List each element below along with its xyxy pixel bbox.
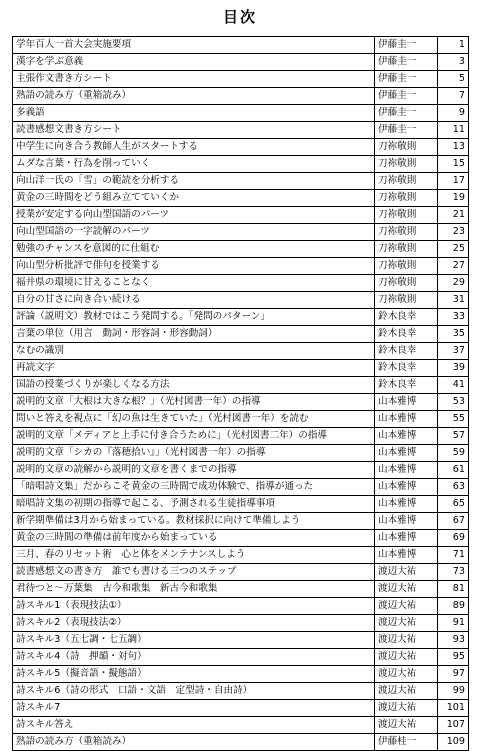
toc-row [13,105,469,122]
toc-row [13,717,469,734]
toc-row [13,394,469,411]
toc-entry-page: 73 [438,564,469,581]
toc-entry-page: 17 [438,173,469,190]
toc-entry-author: 渡辺大祐 [375,683,438,700]
toc-row [13,445,469,462]
toc-entry-page: 61 [438,462,469,479]
toc-entry-page: 101 [438,700,469,717]
toc-entry-title: 君待つと～万葉集 古今和歌集 新古今和歌集 [13,581,375,598]
toc-row [13,241,469,258]
toc-row [13,292,469,309]
toc-entry-author: 渡辺大祐 [375,700,438,717]
toc-entry-page: 109 [438,734,469,751]
toc-entry-author: 刀祢敬則 [375,190,438,207]
toc-row [13,683,469,700]
toc-entry-title: 国語の授業づくりが楽しくなる方法 [13,377,375,394]
toc-row [13,309,469,326]
toc-entry-page: 19 [438,190,469,207]
toc-entry-page: 35 [438,326,469,343]
toc-entry-title: 福井県の環境に甘えることなく [13,275,375,292]
toc-entry-author: 刀祢敬則 [375,275,438,292]
toc-entry-page: 5 [438,71,469,88]
toc-body [13,37,469,751]
toc-entry-page: 7 [438,88,469,105]
toc-entry-author: 刀祢敬則 [375,207,438,224]
toc-entry-author: 伊藤圭一 [375,88,438,105]
toc-row [13,632,469,649]
toc-entry-page: 91 [438,615,469,632]
toc-entry-author: 渡辺大祐 [375,649,438,666]
toc-entry-title: 主張作文書き方シート [13,71,375,88]
toc-entry-author: 山本雅博 [375,428,438,445]
toc-row [13,547,469,564]
toc-entry-title: 詩スキル答え [13,717,375,734]
toc-entry-author: 刀祢敬則 [375,292,438,309]
toc-entry-page: 33 [438,309,469,326]
toc-entry-page: 37 [438,343,469,360]
toc-entry-title: 「暗唱詩文集」だからこそ黄金の三時間で成功体験で、指導が通った [13,479,375,496]
toc-row [13,173,469,190]
toc-entry-title: なむの識別 [13,343,375,360]
toc-entry-title: 詩スキル2（表現技法②） [13,615,375,632]
toc-entry-author: 渡辺大祐 [375,717,438,734]
toc-entry-page: 29 [438,275,469,292]
page-title: 目次 [222,8,257,26]
toc-entry-title: 授業が安定する向山型国語のパーツ [13,207,375,224]
toc-row [13,479,469,496]
toc-entry-title: 説明的文章「シカの『落穂拾い』」（光村図書一年）の指導 [13,445,375,462]
toc-entry-author: 伊藤圭一 [375,122,438,139]
toc-entry-title: 再読文字 [13,360,375,377]
toc-entry-title: 詩スキル6（詩の形式 口語・文語 定型詩・自由詩） [13,683,375,700]
toc-row [13,37,469,54]
toc-entry-page: 59 [438,445,469,462]
toc-entry-page: 11 [438,122,469,139]
toc-row [13,598,469,615]
toc-entry-author: 刀祢敬則 [375,258,438,275]
toc-entry-author: 山本雅博 [375,530,438,547]
toc-entry-author: 刀祢敬則 [375,241,438,258]
toc-entry-page: 9 [438,105,469,122]
toc-entry-author: 鈴木良幸 [375,360,438,377]
toc-entry-title: 評論（説明文）教材ではこう発問する。「発問のパターン」 [13,309,375,326]
toc-entry-title: 詩スキル7 [13,700,375,717]
toc-row [13,734,469,751]
toc-entry-title: 読書感想文書き方シート [13,122,375,139]
toc-entry-page: 63 [438,479,469,496]
toc-entry-author: 鈴木良幸 [375,343,438,360]
toc-row [13,666,469,683]
toc-entry-title: 向山型国語の一字読解のパーツ [13,224,375,241]
toc-row [13,530,469,547]
toc-entry-page: 41 [438,377,469,394]
toc-entry-author: 伊藤圭一 [375,37,438,54]
toc-entry-page: 25 [438,241,469,258]
toc-entry-author: 鈴木良幸 [375,377,438,394]
toc-entry-title: 向山型分析批評で俳句を授業する [13,258,375,275]
toc-entry-page: 21 [438,207,469,224]
toc-entry-author: 刀祢敬則 [375,156,438,173]
toc-row [13,615,469,632]
toc-entry-title: 自分の甘さに向き合い続ける [13,292,375,309]
toc-row [13,462,469,479]
toc-row [13,139,469,156]
toc-entry-page: 99 [438,683,469,700]
toc-entry-title: 熟語の読み方（重箱読み） [13,88,375,105]
toc-entry-title: ムダな言葉・行為を削っていく [13,156,375,173]
toc-row [13,54,469,71]
toc-row [13,275,469,292]
toc-entry-author: 渡辺大祐 [375,666,438,683]
toc-row [13,156,469,173]
toc-entry-title: 暗唱詩文集の初期の指導で起こる、予測される生徒指導事項 [13,496,375,513]
toc-entry-author: 山本雅博 [375,411,438,428]
toc-entry-title: 読書感想文の書き方 誰でも書ける三つのステップ [13,564,375,581]
toc-row [13,564,469,581]
toc-row [13,224,469,241]
toc-row [13,258,469,275]
toc-row [13,71,469,88]
toc-entry-page: 31 [438,292,469,309]
toc-entry-page: 27 [438,258,469,275]
toc-entry-page: 97 [438,666,469,683]
toc-entry-title: 黄金の三時間の準備は前年度から始まっている [13,530,375,547]
toc-entry-title: 学年百人一首大会実施要項 [13,37,375,54]
toc-row [13,88,469,105]
toc-entry-page: 95 [438,649,469,666]
toc-entry-author: 渡辺大祐 [375,564,438,581]
toc-row [13,122,469,139]
toc-entry-author: 渡辺大祐 [375,632,438,649]
toc-row [13,513,469,530]
toc-row [13,428,469,445]
toc-entry-title: 言葉の単位（用言 動詞・形容詞・形容動詞） [13,326,375,343]
toc-entry-author: 山本雅博 [375,496,438,513]
toc-entry-title: 向山洋一氏の「雪」の範読を分析する [13,173,375,190]
toc-entry-author: 伊藤圭一 [375,54,438,71]
toc-entry-page: 13 [438,139,469,156]
toc-entry-title: 説明的文章「大根は大きな根？」（光村図書一年）の指導 [13,394,375,411]
toc-row [13,207,469,224]
toc-entry-title: 中学生に向き合う教師人生がスタートする [13,139,375,156]
toc-entry-page: 53 [438,394,469,411]
toc-entry-title: 説明的文章「メディアと上手に付き合うために」（光村図書二年）の指導 [13,428,375,445]
toc-entry-page: 23 [438,224,469,241]
toc-entry-author: 渡辺大祐 [375,615,438,632]
toc-row [13,649,469,666]
toc-entry-title: 問いと答えを視点に「幻の魚は生きていた」（光村図書一年）を読む [13,411,375,428]
toc-entry-page: 55 [438,411,469,428]
toc-table [12,36,469,751]
toc-row [13,581,469,598]
toc-entry-title: 詩スキル3（五七調・七五調） [13,632,375,649]
toc-entry-title: 詩スキル5（擬音語・擬態語） [13,666,375,683]
toc-entry-title: 多義語 [13,105,375,122]
toc-entry-page: 107 [438,717,469,734]
toc-entry-author: 刀祢敬則 [375,224,438,241]
toc-row [13,326,469,343]
toc-entry-title: 勉強のチャンスを意図的に仕組む [13,241,375,258]
toc-entry-author: 伊藤圭一 [375,105,438,122]
toc-entry-title: 黄金の三時間をどう組み立てていくか [13,190,375,207]
toc-row [13,343,469,360]
toc-entry-title: 詩スキル4（詩 押韻・対句） [13,649,375,666]
toc-entry-title: 詩スキル1（表現技法①） [13,598,375,615]
toc-entry-page: 67 [438,513,469,530]
toc-entry-page: 65 [438,496,469,513]
toc-entry-page: 81 [438,581,469,598]
toc-entry-author: 伊藤桂一 [375,734,438,751]
toc-entry-author: 山本雅博 [375,479,438,496]
toc-entry-author: 山本雅博 [375,462,438,479]
toc-entry-author: 伊藤圭一 [375,71,438,88]
toc-entry-page: 69 [438,530,469,547]
toc-entry-page: 1 [438,37,469,54]
toc-entry-author: 山本雅博 [375,394,438,411]
toc-row [13,411,469,428]
toc-entry-author: 鈴木良幸 [375,326,438,343]
toc-entry-author: 山本雅博 [375,513,438,530]
toc-entry-title: 熟語の読み方（重箱読み） [13,734,375,751]
toc-entry-author: 鈴木良幸 [375,309,438,326]
toc-entry-title: 新学期準備は3月から始まっている。教材採択に向けて準備しよう [13,513,375,530]
toc-entry-title: 説明的文章の読解から説明的文章を書くまでの指導 [13,462,375,479]
toc-entry-author: 渡辺大祐 [375,598,438,615]
toc-entry-author: 刀祢敬則 [375,173,438,190]
toc-entry-author: 渡辺大祐 [375,581,438,598]
toc-entry-page: 93 [438,632,469,649]
toc-entry-page: 71 [438,547,469,564]
toc-row [13,377,469,394]
toc-entry-page: 57 [438,428,469,445]
toc-entry-page: 89 [438,598,469,615]
toc-row [13,700,469,717]
toc-entry-author: 山本雅博 [375,547,438,564]
toc-row [13,496,469,513]
toc-entry-page: 39 [438,360,469,377]
toc-entry-title: 三月、春のリセット術 心と体をメンテナンスしよう [13,547,375,564]
toc-entry-page: 3 [438,54,469,71]
toc-entry-page: 15 [438,156,469,173]
toc-row [13,360,469,377]
toc-entry-author: 山本雅博 [375,445,438,462]
toc-row [13,190,469,207]
toc-entry-title: 漢字を学ぶ意義 [13,54,375,71]
toc-entry-author: 刀祢敬則 [375,139,438,156]
